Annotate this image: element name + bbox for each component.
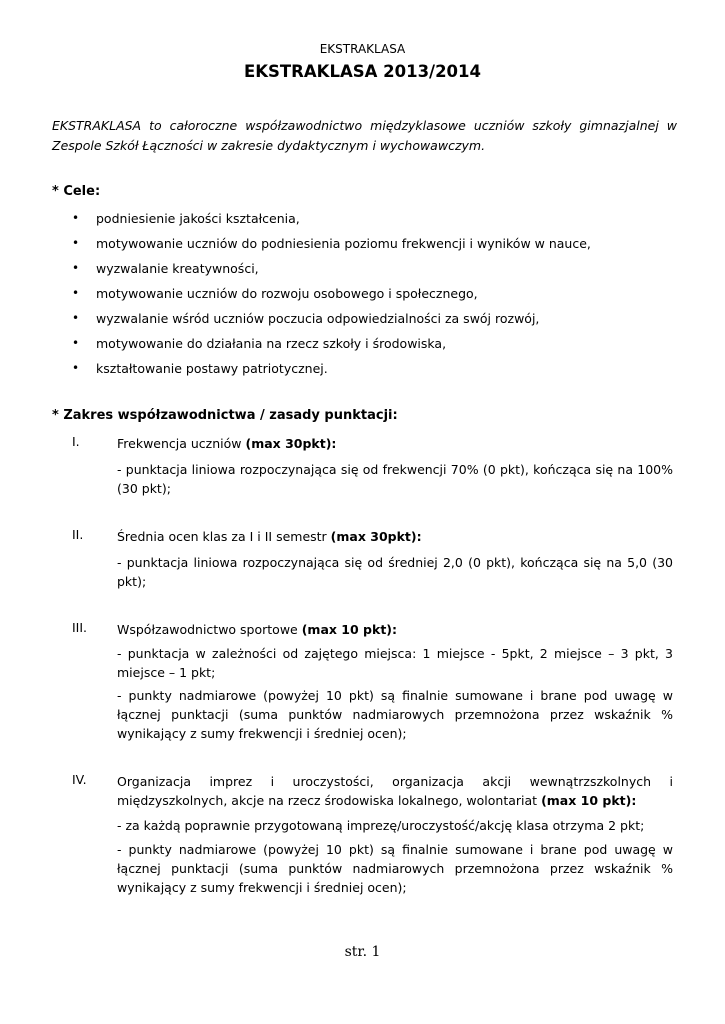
section-title-text: Organizacja imprez i uroczystości, organizacja akcji wewnątrzszkolnych i międzyszkolnych, akcje na rzecz środowiska lokalnego, wolontariat (117, 774, 673, 808)
section-max: (max 10 pkt): (301, 622, 398, 637)
section-title (117, 527, 673, 546)
section-number: IV. (72, 772, 87, 787)
goal-text: podniesienie jakości kształcenia, (96, 211, 300, 226)
goals-heading: * Cele: (52, 184, 101, 199)
section-title-text: Frekwencja uczniów (117, 436, 246, 451)
goal-text: kształtowanie postawy patriotycznej. (96, 361, 328, 376)
section-max: (max 30pkt): (245, 436, 337, 451)
list-item (72, 256, 672, 281)
section-number: II. (72, 527, 84, 542)
list-item (72, 356, 672, 381)
list-item (72, 306, 672, 331)
section-number: III. (72, 620, 88, 635)
bullet-icon: • (72, 286, 80, 300)
bullet-icon: • (72, 236, 80, 250)
list-item (72, 281, 672, 306)
section-paragraph: - punktacja liniowa rozpoczynająca się od średniej 2,0 (0 pkt), kończąca się na 5,0 (30 pkt); (117, 555, 673, 589)
section-title (117, 772, 673, 810)
list-item (72, 331, 672, 356)
page-number: str. 1 (344, 944, 381, 960)
section-max: (max 30pkt): (330, 529, 422, 544)
goal-text: wyzwalanie kreatywności, (96, 261, 259, 276)
goal-text: wyzwalanie wśród uczniów poczucia odpowiedzialności za swój rozwój, (96, 311, 540, 326)
list-item (72, 231, 672, 256)
section-paragraph: - punktacja w zależności od zajętego miejsca: 1 miejsce - 5pkt, 2 miejsce – 3 pkt, 3 miejsce – 1 pkt; (117, 646, 673, 680)
section-paragraph: - punktacja liniowa rozpoczynająca się od frekwencji 70% (0 pkt), kończąca się na 100% (30 pkt); (117, 462, 673, 496)
document-title: EKSTRAKLASA 2013/2014 (243, 62, 481, 81)
scope-heading: * Zakres współzawodnictwa / zasady punktacji: (52, 408, 398, 423)
goal-text: motywowanie uczniów do podniesienia poziomu frekwencji i wyników w nauce, (96, 236, 591, 251)
section-title-text: Średnia ocen klas za I i II semestr (117, 529, 331, 544)
section-paragraph: - punkty nadmiarowe (powyżej 10 pkt) są finalnie sumowane i brane pod uwagę w łącznej punktacji (suma punktów nadmiarowych przemnożona przez wskaźnik % wynikający z sumy frekwencji i średniej ocen); (117, 842, 673, 895)
section-number: I. (72, 434, 80, 449)
bullet-icon: • (72, 311, 80, 325)
section-paragraph: - punkty nadmiarowe (powyżej 10 pkt) są finalnie sumowane i brane pod uwagę w łącznej punktacji (suma punktów nadmiarowych przemnożona przez wskaźnik % wynikający z sumy frekwencji i średniej ocen); (117, 688, 673, 741)
section-title (117, 620, 673, 639)
bullet-icon: • (72, 211, 80, 225)
header-label: EKSTRAKLASA (319, 42, 406, 56)
goal-text: motywowanie uczniów do rozwoju osobowego i społecznego, (96, 286, 478, 301)
section-title-text: Współzawodnictwo sportowe (117, 622, 302, 637)
goal-text: motywowanie do działania na rzecz szkoły i środowiska, (96, 336, 447, 351)
bullet-icon: • (72, 361, 80, 375)
section-paragraph: - za każdą poprawnie przygotowaną imprezę/uroczystość/akcję klasa otrzyma 2 pkt; (117, 818, 645, 833)
bullet-icon: • (72, 261, 80, 275)
list-item (72, 206, 672, 231)
bullet-icon: • (72, 336, 80, 350)
section-max: (max 10 pkt): (541, 793, 637, 808)
goals-list (72, 206, 672, 381)
intro-paragraph: EKSTRAKLASA to całoroczne współzawodnictwo międzyklasowe uczniów szkoły gimnazjalnej w Zespole Szkół Łączności w zakresie dydaktycznym i wychowawczym. (52, 118, 677, 153)
section-title (117, 434, 673, 453)
